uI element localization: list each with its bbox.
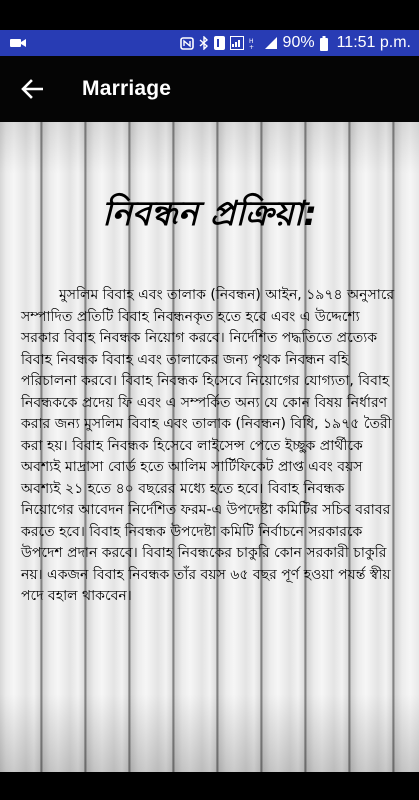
article-heading: নিবন্ধন প্রক্রিয়া: xyxy=(101,194,318,234)
app-title: Marriage xyxy=(82,77,172,100)
arrow-back-icon xyxy=(21,79,43,99)
svg-text:H: H xyxy=(248,38,254,45)
volte-icon xyxy=(249,36,259,50)
system-nav-bar xyxy=(0,772,419,800)
back-button[interactable] xyxy=(12,69,52,109)
status-bar xyxy=(0,30,419,56)
app-bar xyxy=(0,56,419,122)
signal-icon xyxy=(230,36,244,50)
video-camera-icon xyxy=(10,37,28,49)
nfc-badge-icon xyxy=(214,36,225,50)
signal-strength-icon xyxy=(264,36,278,50)
bluetooth-icon xyxy=(199,36,209,50)
article-container[interactable] xyxy=(0,122,419,772)
svg-text:+: + xyxy=(248,44,254,50)
article-body: মুসলিম বিবাহ এবং তালাক (নিবন্ধন) আইন, ১৯৭৪ অনুসারে সম্পাদিত প্রতিটি বিবাহ নিবন্ধনকৃত হতে হবে এবং এ উদ্দেশ্যে সরকার বিবাহ নিবন্ধক নিয়োগ করবে। নির্দেশিত পদ্ধতিতে প্রত্যেক বিবাহ নিবন্ধক বিবাহ এবং তালাকের জন্য পৃথক নিবন্ধন বহি পরিচালনা করবে। বিবাহ নিবন্ধক হিসেবে নিয়োগের যোগ্যতা, বিবাহ নিবন্ধককে প্রদেয় ফি এবং এ সম্পর্কিত অন্য যে কোন বিষয় নির্ধারণ করার জন্য মুসলিম বিবাহ এবং তালাক (নিবন্ধন) বিধি, ১৯৭৫ তৈরী করা হয়। বিবাহ নিবন্ধক হিসেবে লাইসেন্স পেতে ইচ্ছুক প্রার্থীকে অবশ্যই মাদ্রাসা বোর্ড হতে আলিম সার্টিফিকেট প্রাপ্ত এবং বয়স অবশ্যই ২১ হতে ৪০ বছরের মধ্যে হতে হবে। বিবাহ নিবন্ধক নিয়োগের আবেদন নির্দেশিত ফরম-এ উপদেষ্টা কমিটির সচিব বরাবর করতে হবে। বিবাহ নিবন্ধক উপদেষ্টা কমিটি নির্বাচনে সরকারকে উপদেশ প্রদান করবে। বিবাহ নিবন্ধকের চাকুরি কোন সরকারী চাকুরি নয়। একজন বিবাহ নিবন্ধক তাঁর বয়স ৬৫ বছর পূর্ণ হওয়া পযর্ন্ত স্বীয় পদে বহাল থাকবেন। xyxy=(21,287,395,604)
nfc-icon xyxy=(180,37,194,50)
clock: 11:51 p.m. xyxy=(336,34,411,51)
battery-percent: 90% xyxy=(282,34,315,51)
battery-icon xyxy=(320,36,328,51)
